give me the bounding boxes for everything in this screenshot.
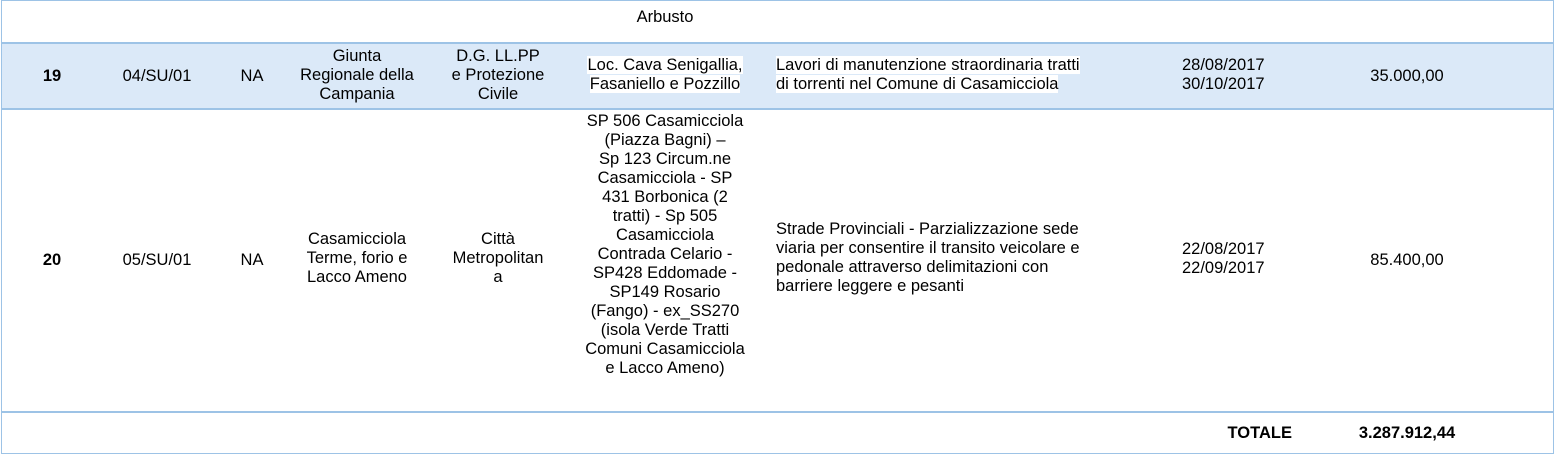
- cell-localita-line: e Lacco Ameno): [605, 359, 725, 377]
- cell-localita-line: SP 506 Casamicciola: [586, 112, 744, 130]
- cell-ente-line: Campania: [319, 85, 395, 103]
- cell-descrizione-line: barriere leggere e pesanti: [776, 277, 965, 295]
- table-row-total: [1, 411, 1554, 454]
- cell-soggetto-line: Civile: [477, 85, 519, 103]
- cell-localita: [572, 112, 758, 378]
- cell-importo: 35.000,00: [1370, 66, 1444, 85]
- cell-ente-line: Giunta: [332, 47, 382, 65]
- table-row-19: [1, 42, 1554, 110]
- cell-localita-line: 431 Borbonica (2: [602, 188, 728, 206]
- cell-ente-line: Casamicciola: [307, 230, 407, 248]
- cell-localita-text: Fasaniello e Pozzillo: [589, 75, 741, 93]
- cell-descrizione-line: [776, 56, 1148, 75]
- cell-soggetto-line: a: [493, 268, 503, 286]
- cell-date-end: 30/10/2017: [1182, 75, 1265, 93]
- cell-ente-line: Lacco Ameno: [307, 268, 407, 286]
- cell-soggetto-line: D.G. LL.PP: [456, 47, 540, 65]
- cell-localita-line: [575, 75, 755, 94]
- cell-code: 04/SU/01: [122, 66, 192, 85]
- cell-ente-line: Regionale della: [300, 66, 414, 84]
- cell-descrizione-line: Strade Provinciali - Parzializzazione sede: [776, 220, 1079, 238]
- cell-descrizione: [776, 56, 1148, 94]
- cell-descrizione-line: pedonale attraverso delimitazioni con: [776, 258, 1049, 276]
- cell-soggetto-line: Città: [481, 230, 515, 248]
- cell-descrizione-text: di torrenti nel Comune di Casamicciola: [776, 75, 1059, 93]
- cell-note: Arbusto: [636, 8, 694, 26]
- cell-localita-line: Comuni Casamicciola: [585, 340, 745, 358]
- cell-localita-line: Contrada Celario -: [597, 245, 733, 263]
- cell-prov: NA: [240, 250, 264, 269]
- cell-ente: [287, 230, 427, 287]
- cell-ente: [287, 47, 427, 104]
- cell-date: [1182, 240, 1292, 278]
- cell-localita-line: (Fango) - ex_SS270: [590, 302, 740, 320]
- cell-date-start: 22/08/2017: [1182, 240, 1265, 258]
- cell-localita-text: Loc. Cava Senigallia,: [587, 56, 743, 74]
- cell-descrizione-line: [776, 75, 1148, 94]
- cell-date-end: 22/09/2017: [1182, 259, 1265, 277]
- cell-localita-line: tratti) - Sp 505: [612, 207, 718, 225]
- cell-localita: [575, 56, 755, 94]
- table-row-partial: [1, 0, 1554, 42]
- totale-label: TOTALE: [1227, 424, 1292, 442]
- table-row-20: [1, 110, 1554, 411]
- cell-prov: NA: [240, 66, 264, 85]
- cell-soggetto-line: Metropolitan: [452, 249, 544, 267]
- cell-localita-line: Sp 123 Circum.ne: [598, 150, 732, 168]
- cell-num: 19: [42, 66, 62, 85]
- cell-localita-line: SP428 Eddomade -: [592, 264, 737, 282]
- cell-localita-line: [575, 56, 755, 75]
- cell-code: 05/SU/01: [122, 250, 192, 269]
- cell-localita-line: Casamicciola: [615, 226, 715, 244]
- cell-localita-line: Casamicciola - SP: [597, 169, 733, 187]
- cell-soggetto-line: e Protezione: [451, 66, 545, 84]
- cell-descrizione: [776, 220, 1148, 296]
- cell-localita-line: (Piazza Bagni) –: [604, 131, 726, 149]
- cell-ente-line: Terme, forio e: [306, 249, 408, 267]
- cell-localita-line: (isola Verde Tratti: [600, 321, 730, 339]
- cell-num: 20: [42, 250, 62, 269]
- cell-soggetto: [430, 230, 566, 287]
- cell-date-start: 28/08/2017: [1182, 56, 1265, 74]
- cell-importo: 85.400,00: [1370, 251, 1444, 269]
- cell-localita-line: SP149 Rosario: [609, 283, 721, 301]
- cell-descrizione-line: viaria per consentire il transito veicolare e: [776, 239, 1080, 257]
- cell-date: [1182, 56, 1292, 94]
- totale-value: 3.287.912,44: [1358, 424, 1456, 442]
- cell-descrizione-text: Lavori di manutenzione straordinaria tratti: [776, 56, 1080, 74]
- cell-soggetto: [430, 47, 566, 104]
